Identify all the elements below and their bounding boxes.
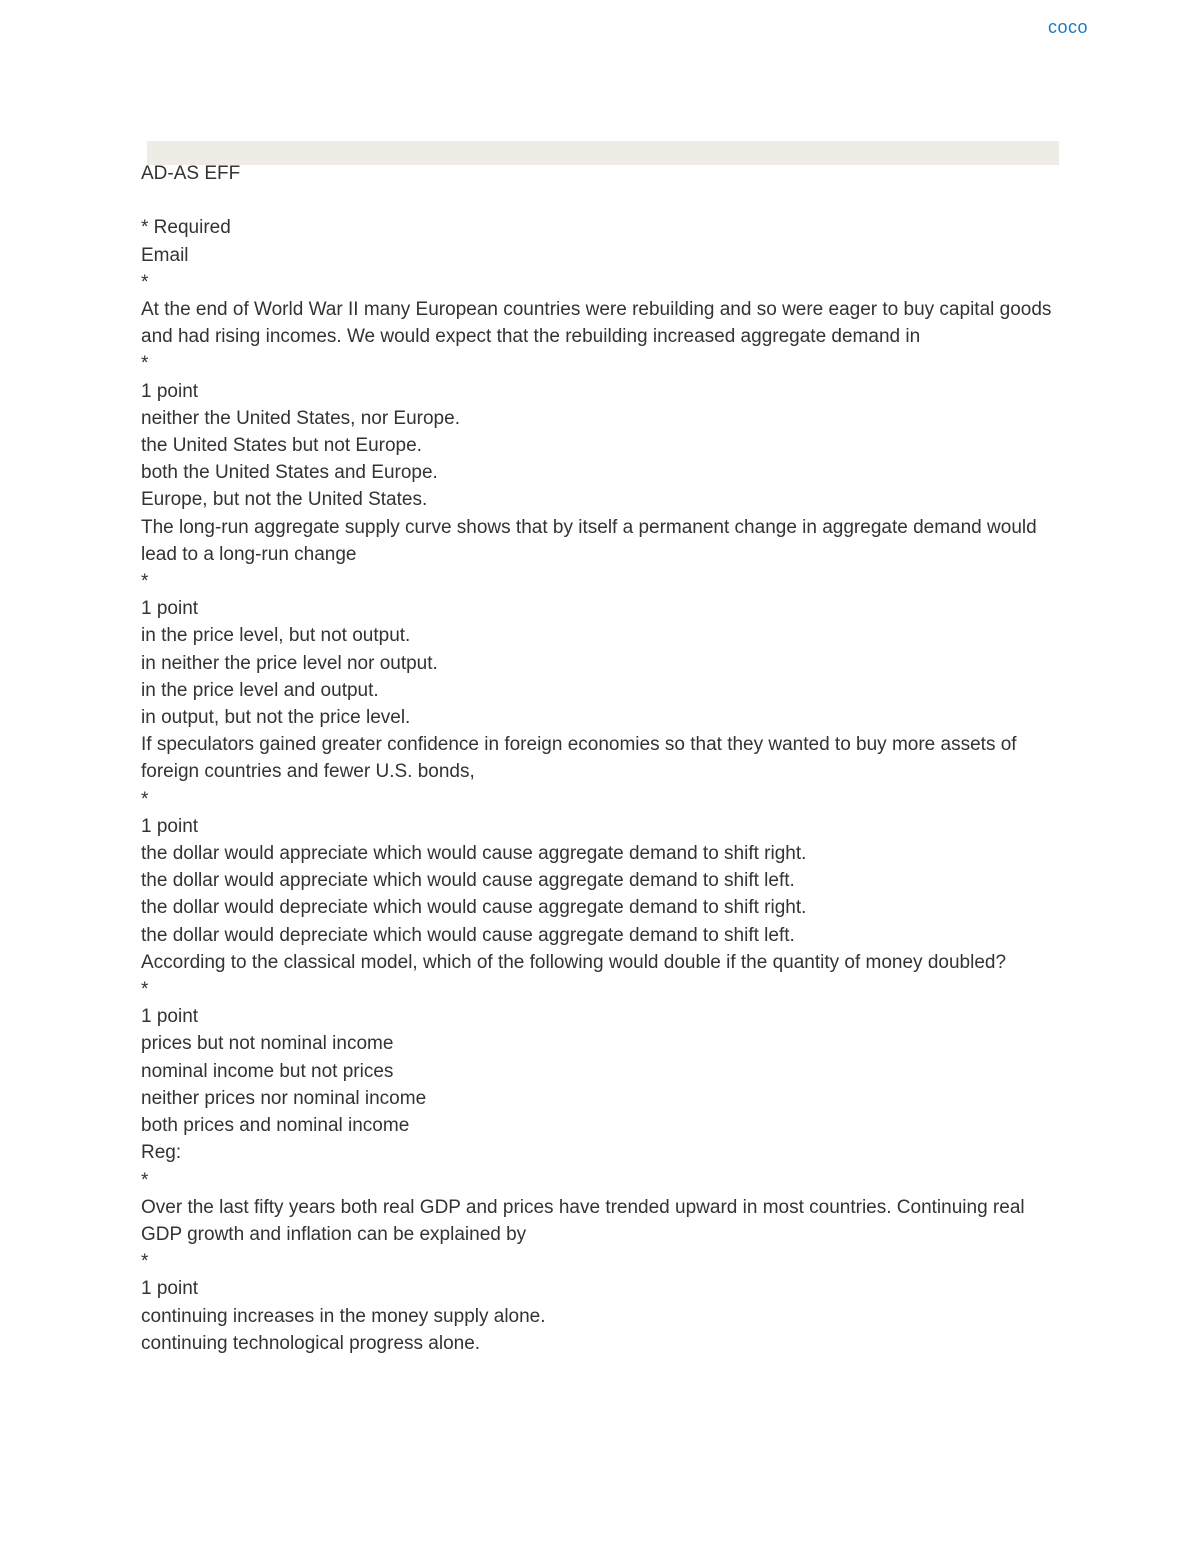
question-4-required-marker: * <box>141 979 149 1001</box>
question-4-text: According to the classical model, which of the following would double if the quantity of money doubled? <box>141 951 1007 973</box>
question-1-option-4[interactable]: Europe, but not the United States. <box>141 489 428 511</box>
brand-logo: coco <box>1048 17 1089 37</box>
question-2-option-3[interactable]: in the price level and output. <box>141 679 379 701</box>
question-3-text: If speculators gained greater confidence in foreign economies so that they wanted to buy more assets of foreign countries and fewer U.S. bonds, <box>141 734 1017 783</box>
question-3-option-4[interactable]: the dollar would depreciate which would cause aggregate demand to shift left. <box>141 924 795 946</box>
question-4-points: 1 point <box>141 1006 199 1028</box>
question-4-option-4[interactable]: both prices and nominal income <box>141 1115 410 1137</box>
question-3-required-marker: * <box>141 788 149 810</box>
email-label: Email <box>141 244 189 266</box>
question-4-option-3[interactable]: neither prices nor nominal income <box>141 1087 427 1109</box>
question-5-required-marker: * <box>141 1251 149 1273</box>
question-2-option-2[interactable]: in neither the price level nor output. <box>141 652 438 674</box>
question-1-points: 1 point <box>141 380 199 402</box>
question-3-option-2[interactable]: the dollar would appreciate which would cause aggregate demand to shift left. <box>141 870 795 892</box>
question-3-option-1[interactable]: the dollar would appreciate which would cause aggregate demand to shift right. <box>141 843 807 865</box>
question-5-points: 1 point <box>141 1278 199 1300</box>
reg-label: Reg: <box>141 1142 182 1164</box>
question-3-option-3[interactable]: the dollar would depreciate which would cause aggregate demand to shift right. <box>141 897 807 919</box>
question-1-option-3[interactable]: both the United States and Europe. <box>141 462 438 484</box>
question-4-option-2[interactable]: nominal income but not prices <box>141 1060 394 1082</box>
question-2-option-4[interactable]: in output, but not the price level. <box>141 707 411 729</box>
question-2-option-1[interactable]: in the price level, but not output. <box>141 625 411 647</box>
spacer <box>141 187 1061 214</box>
question-1-required-marker: * <box>141 353 149 375</box>
form-title: AD-AS EFF <box>141 163 241 184</box>
form-content <box>141 160 1061 1357</box>
question-5-text: Over the last fifty years both real GDP and prices have trended upward in most countries. Continuing real GDP growth and inflation can be explained by <box>141 1196 1025 1245</box>
reg-required-marker[interactable]: * <box>141 1169 149 1191</box>
question-1-text: At the end of World War II many European countries were rebuilding and so were eager to buy capital goods and had rising incomes. We would expect that the rebuilding increased aggregate demand in <box>141 299 1052 348</box>
question-1-option-2[interactable]: the United States but not Europe. <box>141 435 422 457</box>
question-1-option-1[interactable]: neither the United States, nor Europe. <box>141 407 460 429</box>
question-5-option-1[interactable]: continuing increases in the money supply alone. <box>141 1305 546 1327</box>
email-required-marker[interactable]: * <box>141 271 149 293</box>
question-3-points: 1 point <box>141 815 199 837</box>
question-2-text: The long-run aggregate supply curve shows that by itself a permanent change in aggregate demand would lead to a long-run change <box>141 516 1037 565</box>
question-4-option-1[interactable]: prices but not nominal income <box>141 1033 394 1055</box>
required-note: * Required <box>141 217 231 239</box>
question-2-required-marker: * <box>141 571 149 593</box>
question-5-option-2[interactable]: continuing technological progress alone. <box>141 1332 481 1354</box>
question-2-points: 1 point <box>141 598 199 620</box>
